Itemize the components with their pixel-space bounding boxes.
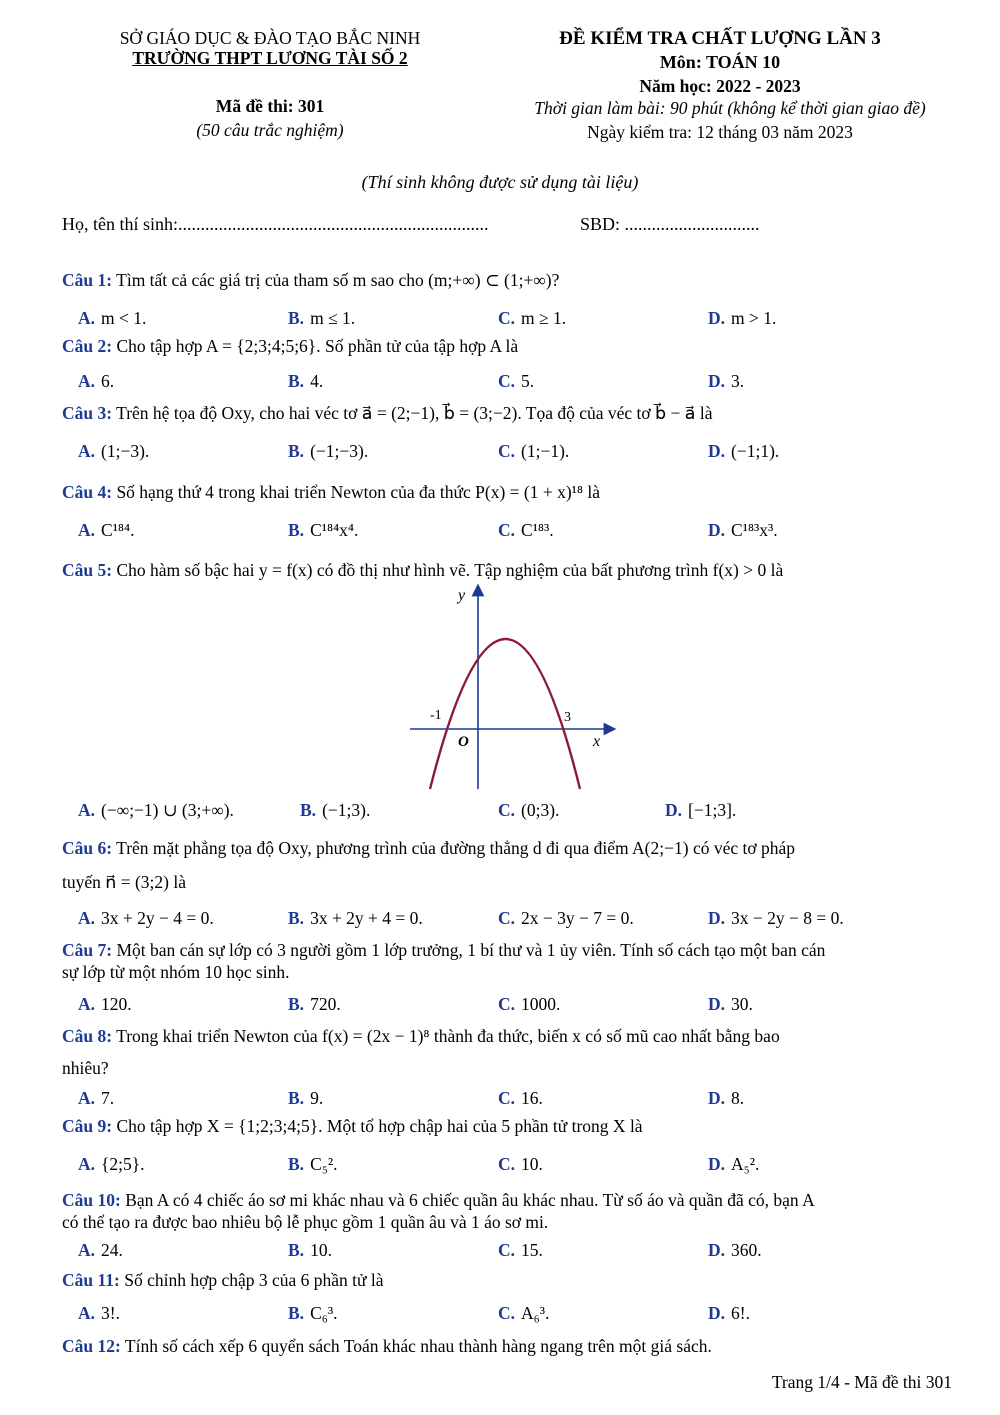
department-name: SỞ GIÁO DỤC & ĐÀO TẠO BẮC NINH: [119, 28, 421, 48]
option-value: 10.: [310, 1240, 332, 1260]
option-value: 24.: [101, 1240, 123, 1260]
option-letter: C.: [498, 994, 516, 1014]
question-7-option-b[interactable]: [288, 994, 341, 1015]
question-3-option-a[interactable]: [78, 441, 149, 462]
option-letter: A.: [78, 441, 96, 461]
question-text: Số hạng thứ 4 trong khai triển Newton của đa thức P(x) = (1 + x)¹⁸ là: [116, 482, 601, 502]
question-2-stem: [62, 336, 518, 357]
exam-title: ĐỀ KIỂM TRA CHẤT LƯỢNG LẦN 3: [559, 28, 881, 49]
option-letter: A.: [78, 800, 96, 820]
option-value: 30.: [731, 994, 753, 1014]
subject: Môn: TOÁN 10: [659, 52, 781, 72]
option-letter: A.: [78, 371, 96, 391]
option-value: (1;−3).: [101, 441, 150, 461]
question-11-option-a[interactable]: [78, 1303, 120, 1324]
option-value: 720.: [310, 994, 341, 1014]
question-10-option-c[interactable]: [498, 1240, 543, 1261]
origin-label: O: [458, 734, 469, 750]
option-letter: C.: [498, 800, 516, 820]
question-4-option-a[interactable]: [78, 520, 135, 541]
question-3-option-c[interactable]: [498, 441, 569, 462]
root-right-label: 3: [564, 710, 571, 725]
option-letter: D.: [708, 908, 726, 928]
question-number: Câu 11:: [62, 1270, 120, 1290]
option-value: m > 1.: [731, 308, 777, 328]
option-value: 10.: [521, 1154, 543, 1174]
question-7-option-d[interactable]: [708, 994, 753, 1015]
question-1-stem: [62, 270, 559, 291]
question-text: Tính số cách xếp 6 quyển sách Toán khác nhau thành hàng ngang trên một giá sách.: [124, 1336, 712, 1356]
option-letter: B.: [288, 441, 305, 461]
question-9-option-b[interactable]: [288, 1154, 337, 1175]
option-value: (0;3).: [521, 800, 560, 820]
option-letter: C.: [498, 1240, 516, 1260]
option-value: 6.: [101, 371, 115, 391]
question-11-stem: [62, 1270, 384, 1291]
option-letter: D.: [708, 520, 726, 540]
question-3-option-d[interactable]: [708, 441, 779, 462]
school-name: TRƯỜNG THPT LƯƠNG TÀI SỐ 2: [132, 48, 408, 68]
option-letter: B.: [288, 1088, 305, 1108]
question-2-option-b[interactable]: [288, 371, 323, 392]
option-value: 9.: [310, 1088, 324, 1108]
question-1-option-c[interactable]: [498, 308, 566, 329]
question-10-option-d[interactable]: [708, 1240, 762, 1261]
option-letter: C.: [498, 1154, 516, 1174]
question-2-option-c[interactable]: [498, 371, 534, 392]
question-1-option-a[interactable]: [78, 308, 146, 329]
question-2-option-d[interactable]: [708, 371, 744, 392]
parabola-graph: [408, 584, 620, 794]
root-left-label: -1: [430, 708, 442, 723]
question-2-option-a[interactable]: [78, 371, 114, 392]
question-number: Câu 8:: [62, 1026, 113, 1046]
question-1-option-b[interactable]: [288, 308, 355, 329]
question-11-option-b[interactable]: [288, 1303, 337, 1324]
option-letter: D.: [708, 1240, 726, 1260]
question-number: Câu 2:: [62, 336, 113, 356]
option-value: 360.: [731, 1240, 762, 1260]
question-9-stem: [62, 1116, 643, 1137]
question-text: Cho hàm số bậc hai y = f(x) có đồ thị như hình vẽ. Tập nghiệm của bất phương trình f(x) > 0 là: [116, 560, 784, 580]
question-count: (50 câu trắc nghiệm): [196, 120, 344, 140]
option-letter: D.: [708, 994, 726, 1014]
option-letter: D.: [708, 441, 726, 461]
option-value: 3.: [731, 371, 745, 391]
question-7-option-a[interactable]: [78, 994, 132, 1015]
question-6-stem: [62, 838, 795, 859]
question-7-text-continued: sự lớp từ một nhóm 10 học sinh.: [62, 962, 290, 982]
question-8-option-d[interactable]: [708, 1088, 744, 1109]
option-value: 8.: [731, 1088, 745, 1108]
question-number: Câu 3:: [62, 403, 113, 423]
question-6-option-d[interactable]: [708, 908, 844, 929]
option-value: 6!.: [731, 1303, 750, 1323]
option-letter: D.: [665, 800, 683, 820]
option-value: 2x − 3y − 7 = 0.: [521, 908, 634, 928]
question-1-option-d[interactable]: [708, 308, 776, 329]
option-value: 15.: [521, 1240, 543, 1260]
school-year: Năm học: 2022 - 2023: [639, 76, 801, 96]
option-value: (−1;1).: [731, 441, 780, 461]
question-text: Số chỉnh hợp chập 3 của 6 phần tử là: [124, 1270, 384, 1290]
question-text: Trên mặt phẳng tọa độ Oxy, phương trình của đường thẳng d đi qua điểm A(2;−1) có véc tơ pháp: [116, 838, 796, 858]
question-text: Bạn A có 4 chiếc áo sơ mi khác nhau và 6 chiếc quần âu khác nhau. Từ số áo và quần đã có, bạn A: [125, 1190, 815, 1210]
option-letter: B.: [288, 908, 305, 928]
question-4-option-d[interactable]: [708, 520, 778, 541]
candidate-name-line: Họ, tên thí sinh:.....................................................................: [62, 214, 489, 234]
option-value: C¹⁸⁴.: [101, 520, 135, 540]
option-letter: C.: [498, 1088, 516, 1108]
question-5-option-a[interactable]: [78, 800, 234, 821]
option-value: (1;−1).: [521, 441, 570, 461]
question-11-option-c[interactable]: [498, 1303, 549, 1324]
question-number: Câu 10:: [62, 1190, 121, 1210]
sbd-line: SBD: ..............................: [580, 214, 760, 234]
option-value: 3!.: [101, 1303, 120, 1323]
question-8-option-a[interactable]: [78, 1088, 114, 1109]
question-text: Một ban cán sự lớp có 3 người gồm 1 lớp trưởng, 1 bí thư và 1 ủy viên. Tính số cách tạo một ban cán: [116, 940, 826, 960]
option-letter: A.: [78, 994, 96, 1014]
option-letter: D.: [708, 1154, 726, 1174]
option-value: 7.: [101, 1088, 115, 1108]
question-number: Câu 1:: [62, 270, 113, 290]
option-letter: A.: [78, 308, 96, 328]
option-letter: A.: [78, 1154, 96, 1174]
question-12-stem: [62, 1336, 712, 1357]
question-text: Trong khai triển Newton của f(x) = (2x − 1)⁸ thành đa thức, biến x có số mũ cao nhất bằng bao: [116, 1026, 780, 1046]
question-number: Câu 5:: [62, 560, 113, 580]
option-value: (−∞;−1) ∪ (3;+∞).: [101, 800, 234, 820]
option-letter: C.: [498, 371, 516, 391]
option-value: 16.: [521, 1088, 543, 1108]
question-5-option-c[interactable]: [498, 800, 559, 821]
option-value: C₅².: [310, 1154, 338, 1174]
question-text: Cho tập hợp A = {2;3;4;5;6}. Số phần tử của tập hợp A là: [116, 336, 519, 356]
option-value: A₅².: [731, 1154, 760, 1174]
option-letter: D.: [708, 371, 726, 391]
option-value: 4.: [310, 371, 324, 391]
option-value: 3x − 2y − 8 = 0.: [731, 908, 844, 928]
question-6-option-c[interactable]: [498, 908, 634, 929]
question-5-option-d[interactable]: [665, 800, 736, 821]
x-axis-label: x: [593, 733, 601, 750]
question-8-text-continued: nhiêu?: [62, 1058, 109, 1078]
question-10-option-a[interactable]: [78, 1240, 123, 1261]
question-8-option-c[interactable]: [498, 1088, 543, 1109]
option-value: C¹⁸⁴x⁴.: [310, 520, 359, 540]
question-9-option-c[interactable]: [498, 1154, 543, 1175]
question-3-option-b[interactable]: [288, 441, 368, 462]
question-number: Câu 6:: [62, 838, 113, 858]
y-axis-label: y: [458, 587, 466, 604]
option-letter: D.: [708, 308, 726, 328]
option-letter: C.: [498, 1303, 516, 1323]
question-4-stem: [62, 482, 600, 503]
option-value: (−1;3).: [322, 800, 371, 820]
question-7-option-c[interactable]: [498, 994, 560, 1015]
option-letter: B.: [288, 520, 305, 540]
option-value: C¹⁸³x³.: [731, 520, 778, 540]
option-letter: B.: [288, 1240, 305, 1260]
question-10-option-b[interactable]: [288, 1240, 332, 1261]
option-value: 3x + 2y − 4 = 0.: [101, 908, 214, 928]
question-10-text-continued: có thể tạo ra được bao nhiêu bộ lễ phục gồm 1 quần âu và 1 áo sơ mi.: [62, 1212, 549, 1232]
question-text: Cho tập hợp X = {1;2;3;4;5}. Một tổ hợp chập hai của 5 phần tử trong X là: [116, 1116, 643, 1136]
option-letter: A.: [78, 1240, 96, 1260]
option-value: {2;5}.: [101, 1154, 145, 1174]
question-11-option-d[interactable]: [708, 1303, 750, 1324]
option-value: C¹⁸³.: [521, 520, 554, 540]
option-letter: A.: [78, 1303, 96, 1323]
option-letter: C.: [498, 308, 516, 328]
option-letter: A.: [78, 520, 96, 540]
option-value: C₆³.: [310, 1303, 338, 1323]
option-value: 120.: [101, 994, 132, 1014]
question-7-stem: [62, 940, 825, 961]
option-letter: B.: [288, 994, 305, 1014]
question-4-option-b[interactable]: [288, 520, 358, 541]
option-value: 1000.: [521, 994, 561, 1014]
option-letter: D.: [708, 1088, 726, 1108]
exam-code: Mã đề thi: 301: [215, 96, 325, 116]
question-4-option-c[interactable]: [498, 520, 554, 541]
option-value: 3x + 2y + 4 = 0.: [310, 908, 423, 928]
question-number: Câu 9:: [62, 1116, 113, 1136]
option-value: (−1;−3).: [310, 441, 369, 461]
notice: (Thí sinh không được sử dụng tài liệu): [361, 172, 639, 192]
option-letter: A.: [78, 1088, 96, 1108]
question-10-stem: [62, 1190, 815, 1211]
option-value: m ≤ 1.: [310, 308, 356, 328]
duration: Thời gian làm bài: 90 phút (không kể thời gian giao đề): [534, 98, 926, 118]
question-text: Tìm tất cả các giá trị của tham số m sao cho (m;+∞) ⊂ (1;+∞)?: [116, 270, 560, 290]
option-value: [−1;3].: [688, 800, 737, 820]
question-5-stem: [62, 560, 783, 581]
option-value: A₆³.: [521, 1303, 550, 1323]
option-letter: B.: [288, 308, 305, 328]
option-letter: B.: [300, 800, 317, 820]
question-6-option-a[interactable]: [78, 908, 214, 929]
option-letter: D.: [708, 1303, 726, 1323]
option-value: 5.: [521, 371, 535, 391]
question-number: Câu 4:: [62, 482, 113, 502]
option-letter: C.: [498, 441, 516, 461]
question-number: Câu 12:: [62, 1336, 121, 1356]
exam-date: Ngày kiểm tra: 12 tháng 03 năm 2023: [587, 122, 853, 142]
question-text: Trên hệ tọa độ Oxy, cho hai véc tơ a⃗ = (2;−1), b⃗ = (3;−2). Tọa độ của véc tơ b⃗ − a⃗ là: [116, 403, 713, 423]
option-letter: B.: [288, 371, 305, 391]
question-9-option-a[interactable]: [78, 1154, 145, 1175]
question-8-stem: [62, 1026, 780, 1047]
option-value: m ≥ 1.: [521, 308, 567, 328]
question-6-option-b[interactable]: [288, 908, 423, 929]
question-number: Câu 7:: [62, 940, 113, 960]
option-letter: A.: [78, 908, 96, 928]
option-value: m < 1.: [101, 308, 147, 328]
question-8-option-b[interactable]: [288, 1088, 323, 1109]
parabola-curve: [430, 639, 580, 789]
question-5-option-b[interactable]: [300, 800, 370, 821]
option-letter: B.: [288, 1303, 305, 1323]
option-letter: B.: [288, 1154, 305, 1174]
question-6-text-continued: tuyến n⃗ = (3;2) là: [62, 872, 186, 892]
option-letter: C.: [498, 520, 516, 540]
question-9-option-d[interactable]: [708, 1154, 759, 1175]
page-footer: Trang 1/4 - Mã đề thi 301: [771, 1372, 952, 1392]
option-letter: C.: [498, 908, 516, 928]
question-3-stem: [62, 403, 713, 424]
